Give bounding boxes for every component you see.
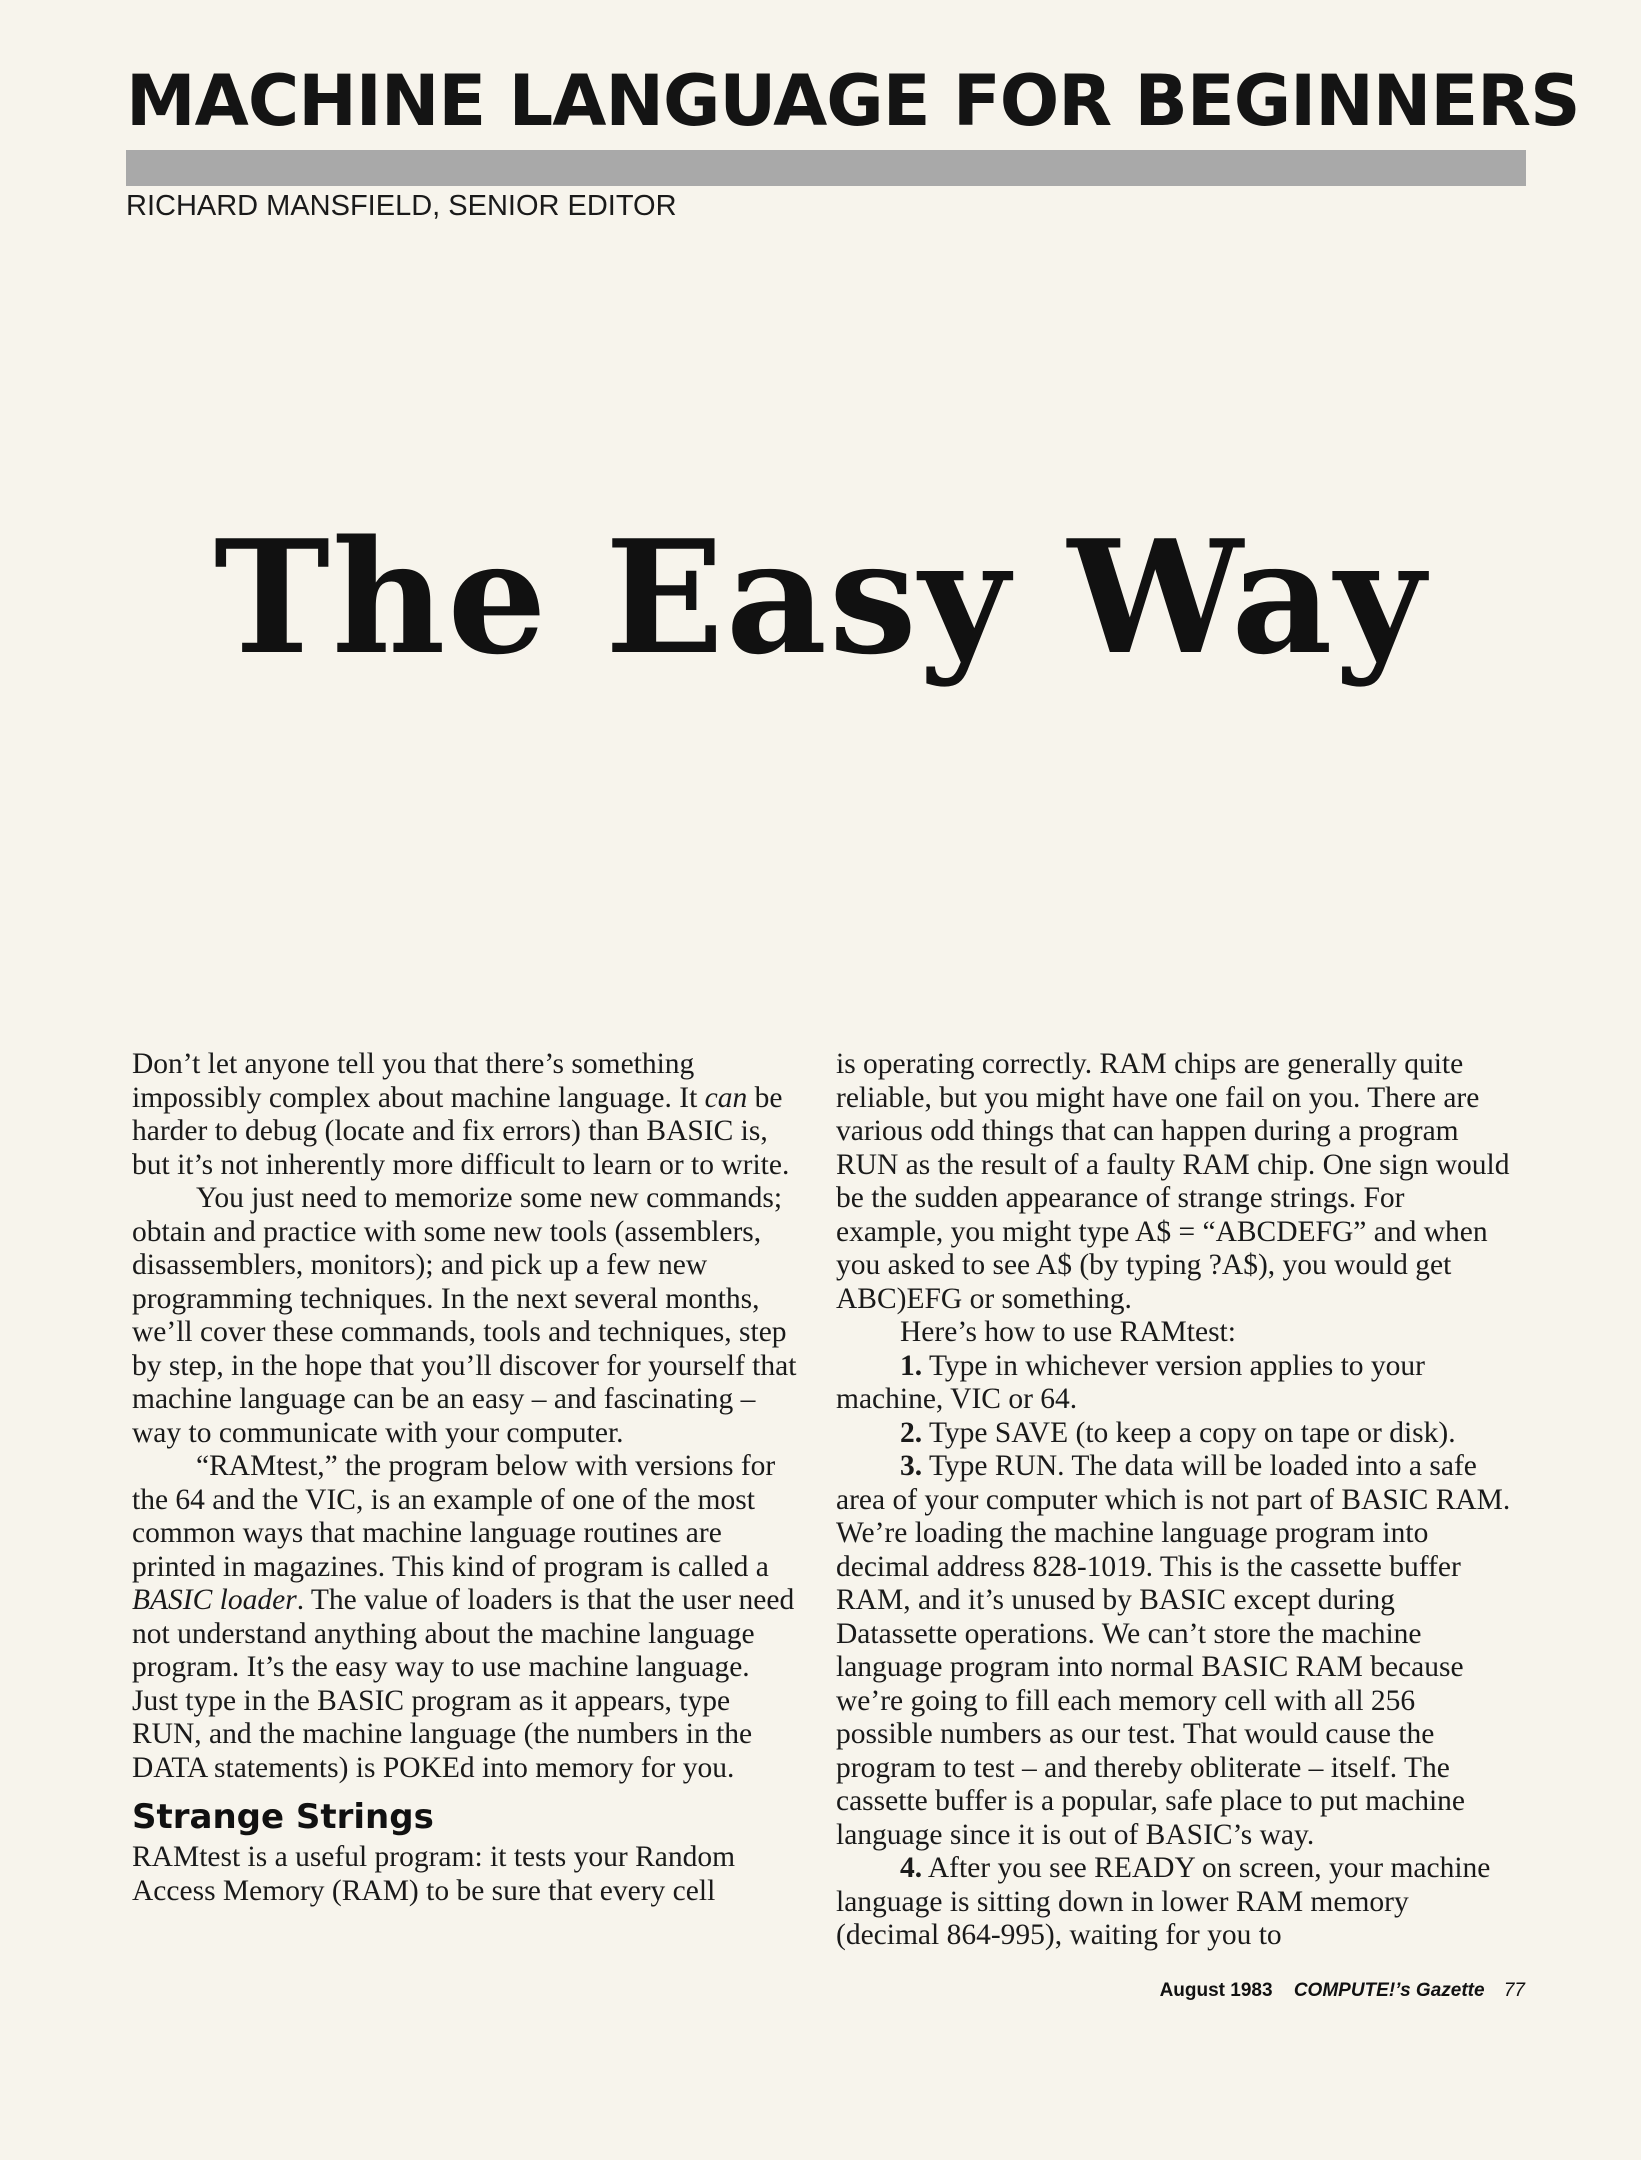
- step-number: 4.: [900, 1852, 923, 1884]
- paragraph: is operating correctly. RAM chips are generally quite reliable, but you might have one fail on you. There are various odd things that can happen during a program RUN as the result of a faulty RAM chip. One sign would be the sudden appearance of strange strings. For example, you might type A$ = “ABCDEFG” and when you asked to see A$ (by typing ?A$), you would get ABC)EFG or something.: [836, 1048, 1510, 1315]
- paragraph: [132, 1048, 800, 1182]
- step-item: [836, 1350, 1516, 1417]
- paragraph: [132, 1450, 800, 1785]
- text-run: . The value of loaders is that the user need not understand anything about the machine language program. It’s the easy way to use machine language. Just type in the BASIC program as it appears, type RUN, and the machine language (the numbers in the DATA statements) is POKEd into memory for you.: [132, 1584, 795, 1784]
- step-item: [836, 1417, 1516, 1451]
- page-number: 77: [1503, 1980, 1525, 2001]
- step-item: [836, 1450, 1516, 1852]
- step-number: 1.: [900, 1349, 923, 1382]
- step-number: 3.: [900, 1450, 923, 1482]
- byline: RICHARD MANSFIELD, SENIOR EDITOR: [126, 190, 677, 222]
- title-rule: [126, 150, 1526, 186]
- paragraph: You just need to memorize some new commands; obtain and practice with some new tools (assemblers, disassemblers, monitors); and pick up a few new programming techniques. In the next several months, we’ll cover these commands, tools and techniques, step by step, in the hope that you’ll discover for yourself that machine language can be an easy – and fascinating – way to communicate with your computer.: [132, 1182, 797, 1449]
- page-footer: [1160, 1980, 1525, 2002]
- emphasis: can: [704, 1081, 748, 1114]
- left-column: [132, 1048, 800, 1908]
- text-run: Don’t let anyone tell you that there’s something impossibly complex about machine language. It: [132, 1048, 705, 1114]
- step-item: [836, 1852, 1516, 1953]
- issue-date: August 1983: [1159, 1980, 1273, 2001]
- step-text: After you see READY on screen, your machine language is sitting down in lower RAM memory (decimal 864-995), waiting for you to: [836, 1852, 1491, 1951]
- step-number: 2.: [900, 1416, 923, 1449]
- right-column: [836, 1048, 1516, 1953]
- text-run: be harder to debug (locate and fix errors) than BASIC is, but it’s not inherently more difficult to learn or to write.: [132, 1081, 790, 1181]
- paragraph: RAMtest is a useful program: it tests your Random Access Memory (RAM) to be sure that every cell: [132, 1841, 736, 1907]
- emphasis: BASIC loader: [132, 1584, 297, 1616]
- step-text: Type SAVE (to keep a copy on tape or disk).: [922, 1416, 1456, 1449]
- article-headline: The Easy Way: [213, 506, 1428, 689]
- step-text: Type in whichever version applies to your machine, VIC or 64.: [836, 1349, 1425, 1415]
- step-text: Type RUN. The data will be loaded into a safe area of your computer which is not part of BASIC RAM. We’re loading the machine language program into decimal address 828-1019. This is the cassette buffer RAM, and it’s unused by BASIC except during Datassette operations. We can’t store the machine language program into normal BASIC RAM because we’re going to fill each memory cell with all 256 possible numbers as our test. That would cause the program to test – and thereby obliterate – itself. The cassette buffer is a popular, safe place to put machine language since it is out of BASIC’s way.: [836, 1450, 1511, 1851]
- subhead-strange-strings: Strange Strings: [132, 1797, 434, 1837]
- series-title: MACHINE LANGUAGE FOR BEGINNERS: [126, 60, 1580, 142]
- paragraph: Here’s how to use RAMtest:: [900, 1316, 1236, 1348]
- magazine-name: COMPUTE!’s Gazette: [1293, 1980, 1485, 2001]
- text-run: “RAMtest,” the program below with versions for the 64 and the VIC, is an example of one of the most common ways that machine language routines are printed in magazines. This kind of program is called a: [132, 1450, 776, 1583]
